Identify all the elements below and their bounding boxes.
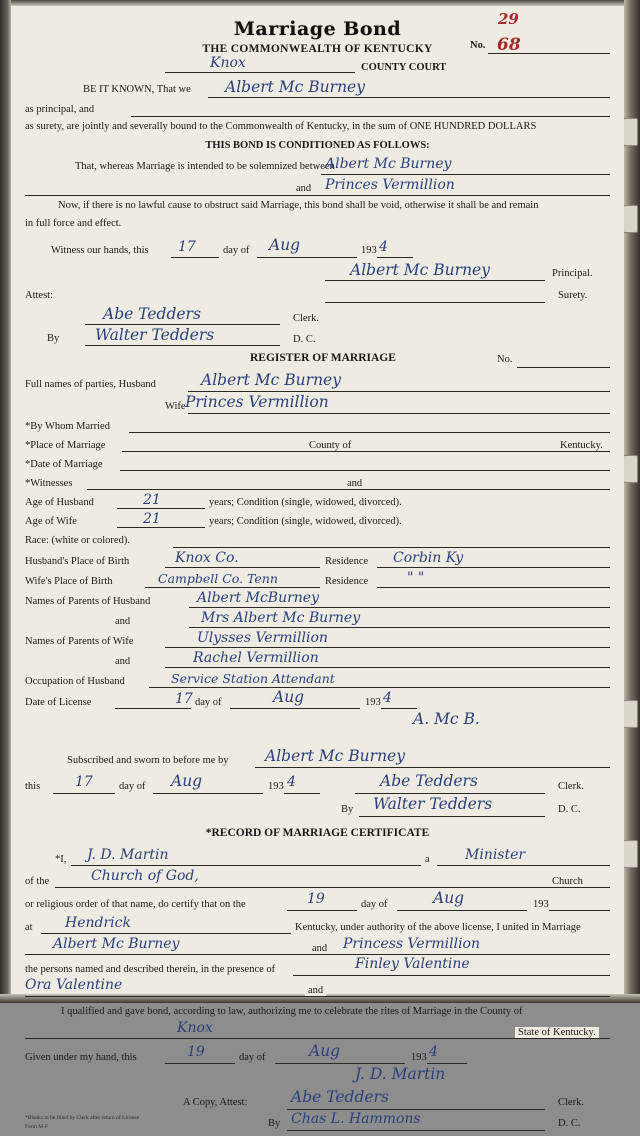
day-of-label-2: day of	[195, 697, 222, 708]
parents-husband-rule-2	[189, 627, 610, 628]
husband-name-rule	[188, 391, 610, 392]
attest-signature-rule	[287, 1109, 545, 1110]
and-label-2: and	[343, 478, 366, 489]
subscribed-label: Subscribed and sworn to before me by	[67, 755, 229, 766]
witness-month-handwritten: Aug	[269, 236, 301, 254]
place-of-marriage-label: *Place of Marriage	[25, 440, 106, 451]
certificate-heading: *RECORD OF MARRIAGE CERTIFICATE	[205, 827, 430, 839]
clerk-signature-handwritten: Abe Tedders	[103, 305, 201, 323]
wife-residence-handwritten: " "	[407, 570, 425, 586]
attest-label: Attest:	[25, 290, 53, 301]
attest-signature-handwritten: Abe Tedders	[291, 1088, 389, 1106]
cert-place-handwritten: Hendrick	[65, 915, 131, 931]
document-title: Marriage Bond	[233, 18, 402, 40]
witnesses-rule	[87, 489, 610, 490]
place-of-marriage-rule	[122, 451, 610, 452]
subscribed-name-handwritten: Albert Mc Burney	[265, 747, 405, 765]
day-of-label-5: day of	[239, 1052, 266, 1063]
license-year-prefix: 193	[365, 697, 381, 708]
clerk-label-2: Clerk.	[558, 781, 584, 792]
void-clause-line1: Now, if there is no lawful cause to obstruct said Marriage, this bond shall be void, otherwise it shall be and remain	[58, 200, 539, 211]
cert-month-rule	[397, 910, 527, 911]
occupation-rule	[149, 687, 610, 688]
united-bride-handwritten: Princess Vermillion	[343, 936, 480, 952]
groom-name-handwritten: Albert Mc Burney	[325, 156, 452, 172]
husband-name-handwritten: Albert Mc Burney	[201, 371, 341, 389]
license-day-rule	[115, 708, 191, 709]
binder-hole-2	[623, 205, 638, 233]
wife-name-handwritten: Princes Vermillion	[185, 393, 329, 411]
witness-1-rule	[293, 975, 610, 976]
parents-husband-rule-1	[189, 607, 610, 608]
given-month-handwritten: Aug	[309, 1042, 341, 1060]
commonwealth-subtitle: THE COMMONWEALTH OF KENTUCKY	[202, 43, 433, 55]
cert-dc-handwritten: Chas L. Hammons	[291, 1111, 421, 1127]
of-the-label: of the	[25, 876, 50, 887]
years-condition-husband: years; Condition (single, widowed, divorced).	[209, 497, 402, 508]
cert-county-rule	[25, 1038, 610, 1039]
age-husband-handwritten: 21	[143, 492, 161, 508]
license-day-handwritten: 17	[175, 691, 193, 707]
officiant-rule	[71, 865, 421, 866]
binder-hole-4	[623, 700, 638, 728]
age-wife-label: Age of Wife	[25, 516, 77, 527]
binder-hole-3	[623, 455, 638, 483]
as-principal-label: as principal, and	[25, 104, 95, 115]
husband-birth-rule	[165, 567, 320, 568]
no-label-top: No.	[470, 40, 486, 51]
wife-birth-handwritten: Campbell Co. Tenn	[158, 571, 278, 586]
date-license-label: Date of License	[25, 697, 92, 708]
dc-label-3: D. C.	[558, 1118, 581, 1129]
given-under-label: Given under my hand, this	[25, 1052, 137, 1063]
wife-label: Wife	[165, 401, 186, 412]
parents-wife-2-handwritten: Rachel Vermillion	[193, 650, 319, 666]
kentucky-label: Kentucky.	[560, 440, 603, 451]
parents-husband-label: Names of Parents of Husband	[25, 596, 151, 607]
license-month-rule	[230, 708, 360, 709]
footnote-line-1: *Blanks to be filled by Clerk after return of License	[25, 1115, 140, 1121]
and-label-1: and	[296, 183, 312, 194]
date-of-marriage-rule	[120, 470, 610, 471]
officiant-title-rule	[437, 865, 610, 866]
cert-year-rule	[549, 910, 610, 911]
principal-label: Principal.	[552, 268, 593, 279]
surety-label: Surety.	[558, 290, 588, 301]
license-initials-handwritten: A. Mc B.	[413, 710, 480, 728]
cert-year-prefix: 193	[533, 899, 549, 910]
register-no-rule	[517, 367, 610, 368]
husband-birth-label: Husband's Place of Birth	[25, 556, 130, 567]
husband-birth-handwritten: Knox Co.	[175, 550, 239, 566]
witness-1-handwritten: Finley Valentine	[355, 956, 470, 972]
subscribed-name-rule	[255, 767, 610, 768]
witness-year-handwritten: 4	[379, 239, 388, 255]
and-label-6: and	[305, 985, 326, 996]
church-rule	[55, 887, 610, 888]
witness-hands-label: Witness our hands, this	[51, 245, 149, 256]
county-handwritten: Knox	[210, 55, 246, 71]
parents-wife-rule-2	[165, 667, 610, 668]
cert-month-handwritten: Aug	[433, 889, 465, 907]
sworn-clerk-rule	[355, 793, 545, 794]
sworn-year-prefix: 193	[268, 781, 284, 792]
day-of-label-1: day of	[223, 245, 250, 256]
and-label-4: and	[115, 656, 131, 667]
by-whom-married-label: *By Whom Married	[25, 421, 110, 432]
void-clause-line2: in full force and effect.	[25, 218, 122, 229]
witness-2-rule	[25, 996, 610, 997]
clerk-label-3: Clerk.	[558, 1097, 584, 1108]
number-red: 68	[497, 35, 521, 55]
principal-signature-rule	[325, 280, 545, 281]
sworn-year-rule	[284, 793, 320, 794]
day-of-label-3: day of	[119, 781, 146, 792]
document-sheet	[11, 6, 624, 1130]
principal-signature-handwritten: Albert Mc Burney	[350, 261, 490, 279]
day-of-label-4: day of	[361, 899, 388, 910]
bride-rule	[25, 195, 610, 196]
parents-wife-label: Names of Parents of Wife	[25, 636, 134, 647]
witness-day-handwritten: 17	[178, 239, 196, 255]
sworn-day-handwritten: 17	[75, 774, 93, 790]
sworn-month-rule	[153, 793, 263, 794]
at-label: at	[25, 922, 33, 933]
given-year-prefix: 193	[411, 1052, 427, 1063]
presence-text: the persons named and described therein, in the presence of	[25, 964, 276, 975]
by-label-2: By	[341, 804, 354, 815]
be-it-known-label: BE IT KNOWN, That we	[83, 84, 191, 95]
dc-signature-rule	[85, 345, 280, 346]
county-court-label: COUNTY COURT	[361, 62, 447, 73]
cert-day-rule	[287, 910, 357, 911]
witness-year-rule	[377, 257, 413, 258]
as-principal-rule	[131, 116, 610, 117]
cert-place-rule	[41, 933, 291, 934]
sworn-dc-rule	[359, 816, 545, 817]
register-heading: REGISTER OF MARRIAGE	[250, 352, 396, 364]
religious-order-label: or religious order of that name, do certify that on the	[25, 899, 246, 910]
witness-day-rule	[171, 257, 219, 258]
date-of-marriage-label: *Date of Marriage	[25, 459, 103, 470]
age-husband-label: Age of Husband	[25, 497, 94, 508]
wife-name-rule	[188, 413, 610, 414]
given-year-rule	[427, 1063, 467, 1064]
age-wife-rule	[117, 527, 205, 528]
clerk-label-1: Clerk.	[293, 313, 319, 324]
scan-edge-left	[0, 0, 11, 1003]
sworn-year-handwritten: 4	[287, 774, 296, 790]
dc-label-1: D. C.	[293, 334, 316, 345]
copy-attest-label: A Copy, Attest:	[183, 1097, 248, 1108]
principal-name-rule	[208, 97, 610, 98]
binder-hole-5	[623, 840, 638, 868]
authority-text: Kentucky, under authority of the above license, I united in Marriage	[295, 922, 581, 933]
officiant-handwritten: J. D. Martin	[87, 847, 169, 863]
county-of-label: County of	[305, 440, 355, 451]
given-signature-handwritten: J. D. Martin	[355, 1065, 446, 1083]
husband-residence-rule	[377, 567, 610, 568]
age-husband-rule	[117, 508, 205, 509]
given-year-handwritten: 4	[429, 1044, 438, 1060]
parents-wife-1-handwritten: Ulysses Vermillion	[197, 630, 328, 646]
as-surety-label: as surety, are jointly and severally bound to the Commonwealth of Kentucky, in the sum of ONE HUNDRED DOLLARS	[25, 121, 537, 132]
witnesses-label: *Witnesses	[25, 478, 73, 489]
race-label: Race: (white or colored).	[25, 535, 130, 546]
cert-county-handwritten: Knox	[177, 1020, 213, 1036]
years-condition-wife: years; Condition (single, widowed, divorced).	[209, 516, 402, 527]
full-names-label: Full names of parties, Husband	[25, 379, 156, 390]
parents-husband-1-handwritten: Albert McBurney	[197, 590, 319, 606]
this-label: this	[25, 781, 41, 792]
number-top-handwritten: 29	[498, 10, 519, 28]
bond-conditioned-heading: THIS BOND IS CONDITIONED AS FOLLOWS:	[205, 140, 430, 151]
certificate-i-label: *I,	[55, 854, 67, 865]
dc-label-2: D. C.	[558, 804, 581, 815]
license-month-handwritten: Aug	[273, 688, 305, 706]
given-day-handwritten: 19	[187, 1044, 205, 1060]
footnote-line-2: Form M-F	[25, 1124, 49, 1130]
binder-hole-1	[623, 118, 638, 146]
parents-wife-rule-1	[165, 647, 610, 648]
united-names-rule	[25, 954, 610, 955]
and-label-3: and	[115, 616, 131, 627]
bride-name-handwritten: Princes Vermillion	[325, 177, 455, 193]
sworn-dc-handwritten: Walter Tedders	[373, 795, 493, 813]
cert-day-handwritten: 19	[307, 891, 325, 907]
license-year-rule	[381, 708, 417, 709]
by-whom-married-rule	[129, 432, 610, 433]
wife-residence-label: Residence	[325, 576, 369, 587]
witness-2-handwritten: Ora Valentine	[25, 977, 123, 993]
husband-residence-label: Residence	[325, 556, 369, 567]
parents-husband-2-handwritten: Mrs Albert Mc Burney	[201, 610, 361, 626]
sworn-day-rule	[53, 793, 115, 794]
groom-rule	[321, 174, 610, 175]
witness-month-rule	[257, 257, 357, 258]
church-name-handwritten: Church of God,	[91, 868, 199, 884]
clerk-signature-rule	[85, 324, 280, 325]
dc-signature-handwritten: Walter Tedders	[95, 326, 215, 344]
occupation-label: Occupation of Husband	[25, 676, 125, 687]
given-month-rule	[275, 1063, 405, 1064]
officiant-title-handwritten: Minister	[465, 847, 526, 863]
wife-residence-rule	[377, 587, 610, 588]
qualified-text: I qualified and gave bond, according to law, authorizing me to celebrate the rites of Marriage in the County of	[61, 1006, 523, 1017]
and-label-5: and	[309, 943, 330, 954]
a-label: a	[425, 854, 430, 865]
surety-rule	[325, 302, 545, 303]
sworn-month-handwritten: Aug	[171, 772, 203, 790]
occupation-handwritten: Service Station Attendant	[171, 671, 335, 686]
year-prefix-1: 193	[361, 245, 377, 256]
church-label: Church	[552, 876, 583, 887]
united-groom-handwritten: Albert Mc Burney	[53, 936, 180, 952]
county-rule	[165, 72, 355, 73]
whereas-label: That, whereas Marriage is intended to be solemnized between	[75, 161, 335, 172]
cert-dc-rule	[287, 1130, 545, 1131]
given-day-rule	[165, 1063, 235, 1064]
license-year-handwritten: 4	[383, 690, 392, 706]
by-label-1: By	[47, 333, 60, 344]
sworn-clerk-handwritten: Abe Tedders	[380, 772, 478, 790]
document-content	[25, 10, 610, 1136]
state-label: State of Kentucky.	[515, 1027, 599, 1038]
by-label-3: By	[268, 1118, 281, 1129]
principal-name-handwritten: Albert Mc Burney	[225, 78, 365, 96]
age-wife-handwritten: 21	[143, 511, 161, 527]
register-no-label: No.	[497, 354, 513, 365]
wife-birth-label: Wife's Place of Birth	[25, 576, 113, 587]
husband-residence-handwritten: Corbin Ky	[393, 550, 464, 566]
race-rule	[173, 547, 610, 548]
wife-birth-rule	[145, 587, 320, 588]
